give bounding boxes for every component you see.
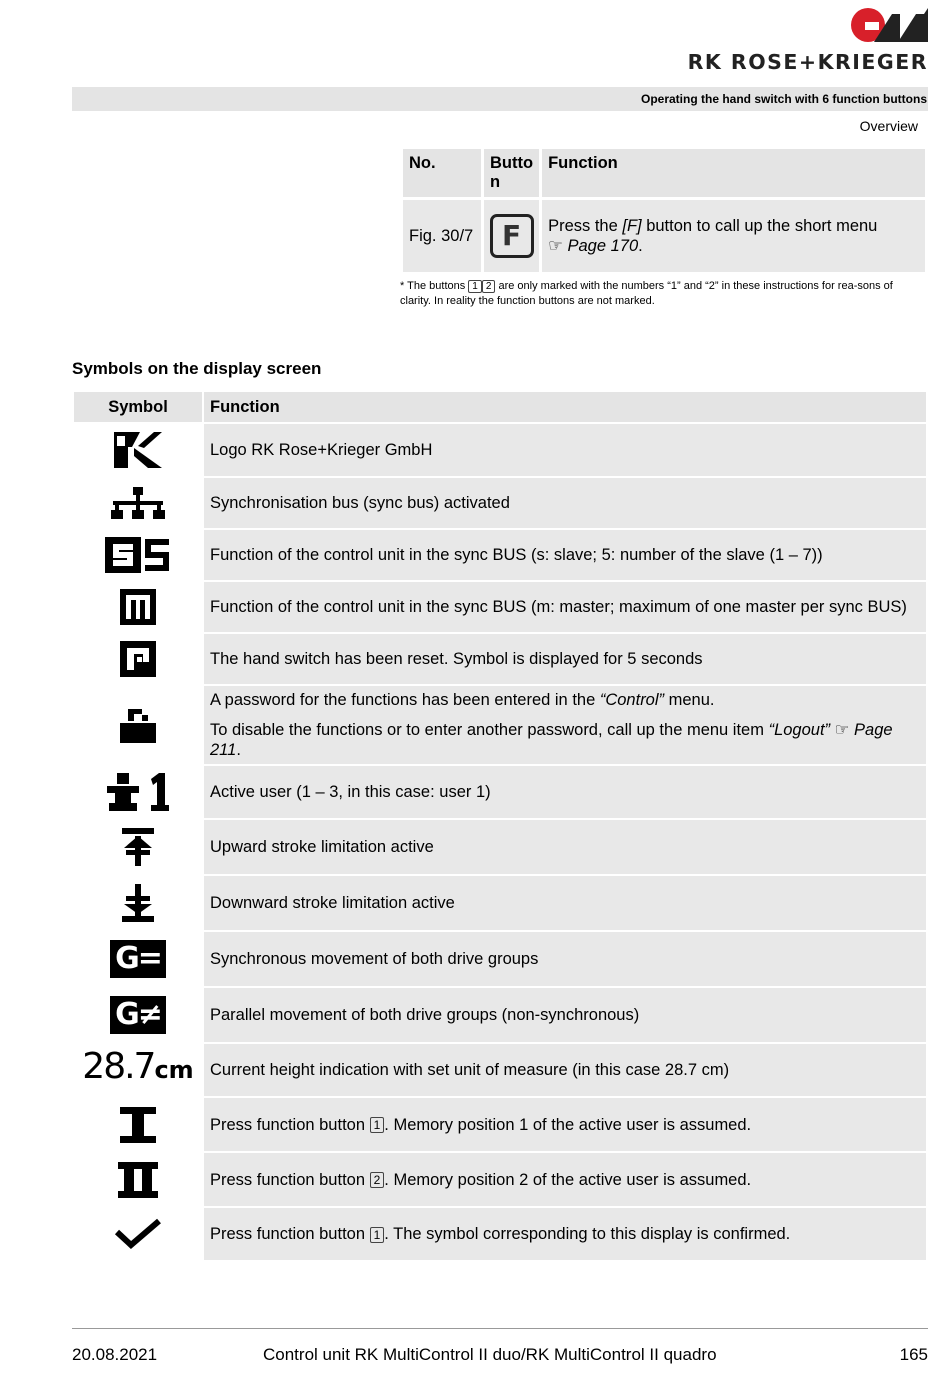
symbol-description: Press function button 2 . Memory position 2 of the active user is assumed. (204, 1153, 926, 1206)
symbol-description: Synchronisation bus (sync bus) activated (204, 478, 926, 528)
sync-bus-icon (111, 487, 165, 519)
table-row (74, 582, 926, 632)
symbol-description: Function of the control unit in the sync BUS (s: slave; 5: number of the slave (1 – 7)) (204, 530, 926, 580)
table-row (74, 478, 926, 528)
key-1-icon: 1 (370, 1117, 385, 1133)
table-row (74, 1153, 926, 1206)
symbol-description: Function of the control unit in the sync BUS (m: master; maximum of one master per sync BUS) (204, 582, 926, 632)
key-1-icon: 1 (468, 280, 482, 293)
symbols-heading: Symbols on the display screen (72, 359, 322, 378)
downward-limit-icon (122, 884, 154, 922)
symbol-description: Synchronous movement of both drive groups (204, 932, 926, 986)
table-row (74, 1044, 926, 1096)
symbol-description: Downward stroke limitation active (204, 876, 926, 930)
symbol-description: Press function button 1 . The symbol corresponding to this display is confirmed. (204, 1208, 926, 1260)
height-unit: cm (154, 1056, 194, 1084)
table-row (74, 424, 926, 476)
brand-logo-mark-icon (848, 8, 928, 42)
upward-limit-icon (122, 828, 154, 866)
symbol-description: Active user (1 – 3, in this case: user 1) (204, 766, 926, 818)
table-row (74, 634, 926, 684)
slave-s5-icon (105, 537, 171, 573)
table-row (74, 686, 926, 764)
section-header-bar (72, 87, 928, 111)
symbol-description: A password for the functions has been entered in the “Control” menu. To disable the functions or to enter another password, call up the menu item “Logout” ☞ Page 211. (204, 686, 926, 764)
symbol-description: Press function button 1 . Memory position 1 of the active user is assumed. (204, 1098, 926, 1151)
footer-title: Control unit RK MultiControl II duo/RK MultiControl II quadro (263, 1345, 717, 1364)
table-row (74, 820, 926, 874)
page-link[interactable]: Page 170 (567, 237, 639, 255)
symbol-description: Parallel movement of both drive groups (non-synchronous) (204, 988, 926, 1042)
symbol-description: The hand switch has been reset. Symbol is displayed for 5 seconds (204, 634, 926, 684)
footnote: * The buttons 1 2 are only marked with the numbers “1” and “2” in these instructions for rea-sons of clarity. In reality the function buttons are not marked. (400, 280, 893, 307)
key-2-icon: 2 (370, 1172, 385, 1188)
button-table (400, 146, 928, 275)
subsection-title: Overview (859, 118, 918, 134)
page-link[interactable]: Page 211 (210, 721, 893, 759)
table-row (74, 932, 926, 986)
link-arrow-icon: ☞ (548, 237, 563, 255)
symbol-description: Current height indication with set unit of measure (in this case 28.7 cm) (204, 1044, 926, 1096)
footer-date: 20.08.2021 (72, 1345, 158, 1364)
col-header-function: Function (542, 149, 925, 197)
master-m-icon (120, 589, 156, 625)
rk-logo-icon (114, 432, 162, 468)
symbols-table (72, 390, 928, 1262)
symbol-description: Logo RK Rose+Krieger GmbH (204, 424, 926, 476)
active-user-icon (107, 773, 169, 811)
section-title: Operating the hand switch with 6 function buttons (641, 92, 927, 106)
col-header-button: Butto n (484, 149, 539, 197)
page-number: 165 (899, 1345, 928, 1364)
table-row (403, 200, 925, 272)
check-icon (114, 1218, 162, 1250)
key-1-icon: 1 (370, 1227, 385, 1243)
footer-divider (72, 1328, 928, 1329)
col-header-no: No. (403, 149, 481, 197)
password-lock-icon (120, 707, 156, 743)
memory-1-icon (120, 1107, 156, 1143)
height-value: 28.7 (82, 1046, 155, 1087)
memory-2-icon (118, 1162, 158, 1198)
brand-logo (686, 8, 928, 72)
table-row (74, 988, 926, 1042)
parallel-movement-icon: G≠ (110, 996, 166, 1034)
height-indication-icon (74, 1046, 202, 1087)
sync-movement-icon: G= (110, 940, 166, 978)
table-row (74, 1208, 926, 1260)
f-key-icon: F (490, 214, 534, 258)
key-2-icon: 2 (482, 280, 496, 293)
col-header-symbol: Symbol (74, 392, 202, 422)
table-row (74, 876, 926, 930)
table-row (74, 766, 926, 818)
table-row (74, 1098, 926, 1151)
reset-icon (120, 641, 156, 677)
brand-wordmark: RK ROSE+KRIEGER (687, 50, 928, 74)
figure-ref: Fig. 30/7 (403, 200, 481, 272)
table-row (74, 530, 926, 580)
col-header-function: Function (204, 392, 926, 422)
function-description: Press the [F] button to call up the short menu ☞ Page 170. (542, 200, 925, 272)
symbol-description: Upward stroke limitation active (204, 820, 926, 874)
